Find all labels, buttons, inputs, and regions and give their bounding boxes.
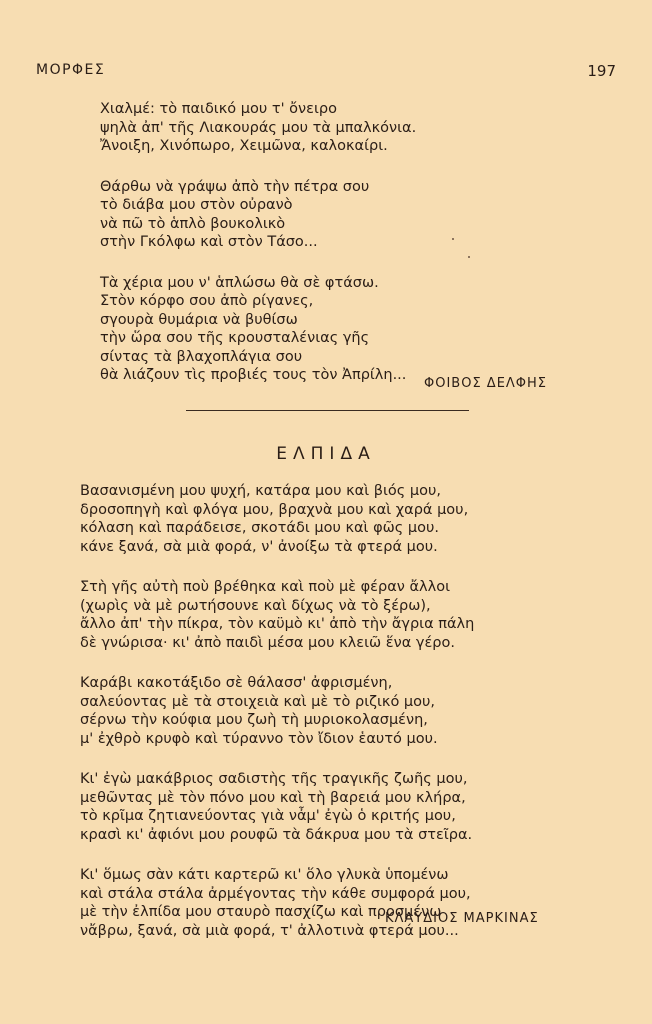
author-signature: ΚΛΑΥΔΙΟΣ ΜΑΡΚΙΝΑΣ xyxy=(385,911,539,926)
verse-line: ψηλὰ ἀπ' τῆς Λιακουράς μου τὰ μπαλκόνια. xyxy=(100,119,417,136)
verse-line: σέρνω τὴν κούφια μου ζωὴ τὴ μυριοκολασμένη, xyxy=(80,712,428,728)
verse-line: Ἄνοιξη, Χινόπωρο, Χειμῶνα, καλοκαίρι. xyxy=(100,138,388,154)
running-title: ΜΟΡΦΕΣ xyxy=(36,62,106,78)
verse-line: μεθῶντας μὲ τὸν πόνο μου καὶ τὴ βαρειά μου κλήρα, xyxy=(80,789,466,806)
verse-line: (χωρὶς νὰ μὲ ρωτήσουνε καὶ δίχως νὰ τὸ ξέρω), xyxy=(80,597,431,614)
verse-line: Στὴ γῆς αὐτὴ ποὺ βρέθηκα καὶ ποὺ μὲ φέραν ἄλλοι xyxy=(80,579,450,595)
stanza xyxy=(100,100,570,156)
verse-line: στὴν Γκόλφω καὶ στὸν Τάσο... xyxy=(100,234,318,250)
verse-line: τὸ κρῖμα ζητιανεύοντας γιὰ νἆμ' ἐγὼ ὁ κριτής μου, xyxy=(80,808,456,824)
verse-line: δὲ γνώρισα· κι' ἀπὸ παιδὶ μέσα μου κλειῶ ἕνα γέρο. xyxy=(80,634,455,651)
verse-line: σίντας τὰ βλαχοπλάγια σου xyxy=(100,348,303,365)
verse-line: δροσοπηγὴ καὶ φλόγα μου, βραχνὰ μου καὶ χαρά μου, xyxy=(80,501,469,518)
verse-line: Καράβι κακοτάξιδο σὲ θάλασσ' ἀφρισμένη, xyxy=(80,675,393,691)
verse-line: Στὸν κόρφο σου ἀπὸ ρίγανες, xyxy=(100,293,314,309)
verse-line: Κι' ἐγὼ μακάβριος σαδιστὴς τῆς τραγικῆς ζωῆς μου, xyxy=(80,771,468,787)
poem-1 xyxy=(100,100,570,407)
verse-line: σγουρὰ θυμάρια νὰ βυθίσω xyxy=(100,311,298,328)
section-divider xyxy=(186,410,469,411)
verse-line: νἄβρω, ξανά, σὰ μιὰ φορά, τ' ἀλλοτινὰ φτερά μου... xyxy=(80,922,459,939)
verse-line: μὲ τὴν ἐλπίδα μου σταυρὸ πασχίζω καὶ προσμένω xyxy=(80,904,442,920)
verse-line: κόλαση καὶ παράδεισε, σκοτάδι μου καὶ φῶς μου. xyxy=(80,520,439,536)
stanza xyxy=(100,178,570,252)
verse-line: τὴν ὥρα σου τῆς κρουσταλένιας γῆς xyxy=(100,330,370,346)
verse-line: σαλεύοντας μὲ τὰ στοιχειὰ καὶ μὲ τὸ ριζικό μου, xyxy=(80,693,436,710)
verse-line: κρασὶ κι' ἀφιόνι μου ρουφῶ τὰ δάκρυα μου τὰ στεῖρα. xyxy=(80,826,473,843)
verse-line: θὰ λιάζουν τὶς προβιές τους τὸν Ἀπρίλη... xyxy=(100,367,407,383)
stanza xyxy=(80,770,560,844)
stanza xyxy=(100,274,570,385)
verse-line: κάνε ξανά, σὰ μιὰ φορά, ν' ἀνοίξω τὰ φτερά μου. xyxy=(80,538,438,555)
stanza xyxy=(80,674,560,748)
verse-line: νὰ πῶ τὸ ἁπλὸ βουκολικὸ xyxy=(100,215,286,232)
paper-speck xyxy=(452,238,454,240)
stanza xyxy=(80,578,560,652)
verse-line: μ' ἐχθρὸ κρυφὸ καὶ τύραννο τὸν ἴδιον ἑαυτό μου. xyxy=(80,730,438,747)
page-header xyxy=(36,62,616,82)
verse-line: Κι' ὅμως σὰν κάτι καρτερῶ κι' ὅλο γλυκὰ ὑπομένω xyxy=(80,867,449,883)
verse-line: Θάρθω νὰ γράψω ἀπὸ τὴν πέτρα σου xyxy=(100,178,370,195)
poem-2 xyxy=(80,482,560,962)
verse-line: τὸ διάβα μου στὸν οὐρανὸ xyxy=(100,197,293,213)
verse-line: Βασανισμένη μου ψυχή, κατάρα μου καὶ βιός μου, xyxy=(80,483,441,499)
page-number: 197 xyxy=(587,62,616,80)
stanza xyxy=(80,866,560,940)
verse-line: ἄλλο ἀπ' τὴν πίκρα, τὸν καϋμὸ κι' ἀπὸ τὴν ἄγρια πάλη xyxy=(80,616,475,632)
author-signature: ΦΟΙΒΟΣ ΔΕΛΦΗΣ xyxy=(424,376,548,391)
verse-line: καὶ στάλα στάλα ἀρμέγοντας τὴν κάθε συμφορά μου, xyxy=(80,885,471,902)
poem-title: ΕΛΠΙΔΑ xyxy=(276,444,376,464)
stanza xyxy=(80,482,560,556)
verse-line: Χιαλμέ: τὸ παιδικό μου τ' ὄνειρο xyxy=(100,101,337,117)
verse-line: Τὰ χέρια μου ν' ἁπλώσω θὰ σὲ φτάσω. xyxy=(100,274,379,291)
paper-speck xyxy=(468,256,470,258)
